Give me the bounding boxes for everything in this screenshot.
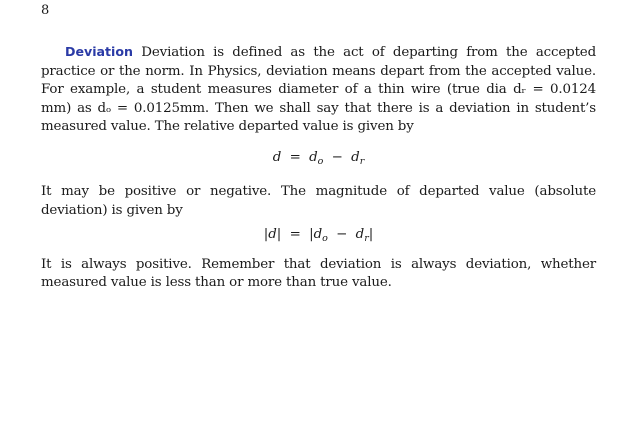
deviation-term: Deviation: [65, 44, 133, 59]
page-body: [41, 43, 596, 293]
absolute-deviation-equation: $|d| = |d_o - d_r|$: [263, 227, 374, 244]
page-number: 8: [41, 3, 50, 18]
deviation-paragraph: [41, 43, 596, 137]
sign-paragraph: It may be positive or negative. The magnitude of departed value (absolute deviation) is given by: [41, 184, 596, 218]
positive-paragraph: It is always positive. Remember that deviation is always deviation, whether measured value is less than or more than true value.: [41, 256, 596, 290]
deviation-definition-text: Deviation is defined as the act of departing from the accepted practice or the norm. In Physics, deviation means depart from the accepted value. For example, a student measures diameter of a thin wire (true dia dᵣ = 0.0124 mm) as dₒ = 0.0125mm. Then we shall say that there is a deviation in student’s measured value. The relative departed value is given by: [41, 45, 596, 134]
deviation-equation: $d = d_o - d_r$: [272, 149, 365, 167]
